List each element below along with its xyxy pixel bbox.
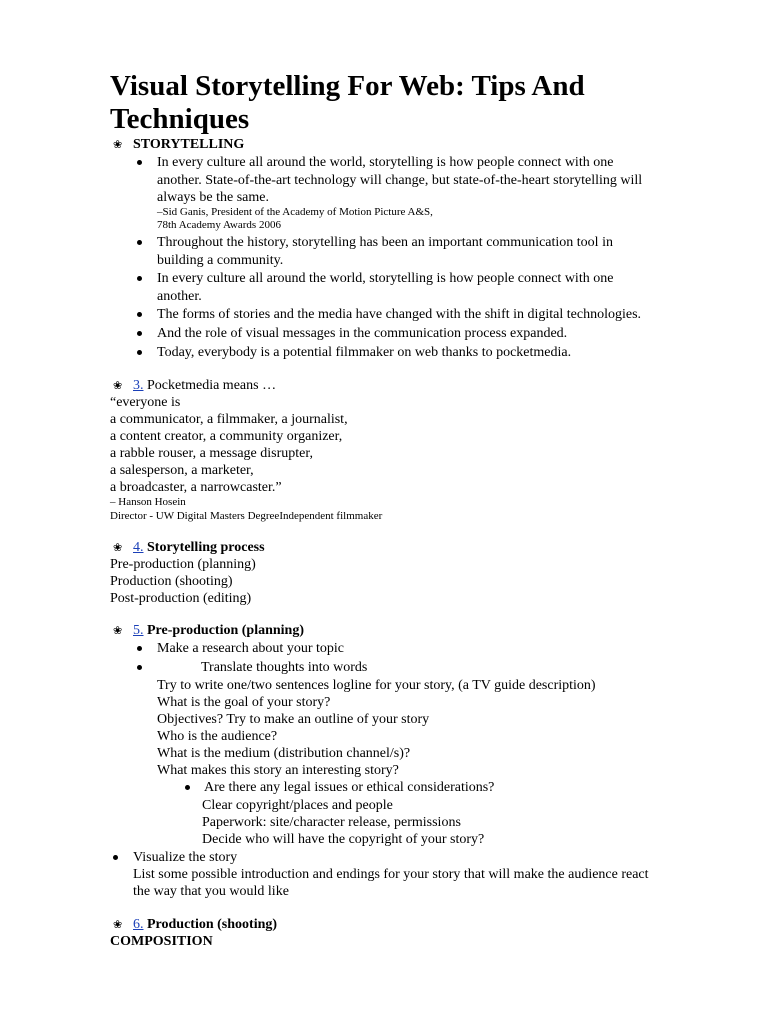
section-heading-preproduction xyxy=(133,622,304,639)
quote-line: always be the same. xyxy=(157,190,269,205)
sub-item: Try to write one/two sentences logline for your story, (a TV guide description) xyxy=(157,678,596,693)
bullet-dot-icon xyxy=(137,646,142,651)
sub-item: Paperwork: site/character release, permissions xyxy=(202,815,461,830)
list-item: Today, everybody is a potential filmmaker on web thanks to pocketmedia. xyxy=(157,345,572,360)
page-title: Visual Storytelling For Web: Tips And Techniques xyxy=(110,70,585,135)
section-heading-text: Pre-production (planning) xyxy=(147,623,305,638)
quote-line: a salesperson, a marketer, xyxy=(110,463,254,478)
bullet-dot-icon xyxy=(137,160,142,165)
flower-icon: ❀ xyxy=(113,541,123,554)
quote-line: In every culture all around the world, storytelling is how people connect with one xyxy=(157,155,614,170)
process-step: Production (shooting) xyxy=(110,574,233,589)
sub-item: What makes this story an interesting story? xyxy=(157,763,399,778)
quote-line: a rabble rouser, a message disrupter, xyxy=(110,446,313,461)
section-number-link[interactable]: 5. xyxy=(133,623,144,638)
list-item: Visualize the story xyxy=(133,850,238,865)
bullet-dot-icon xyxy=(137,665,142,670)
flower-icon: ❀ xyxy=(113,624,123,637)
quote-line: “everyone is xyxy=(110,395,181,410)
sub-item: Decide who will have the copyright of your story? xyxy=(202,832,485,847)
section-heading-storytelling: STORYTELLING xyxy=(133,137,245,152)
quote-line: a content creator, a community organizer, xyxy=(110,429,343,444)
section-heading-pocketmedia xyxy=(133,377,276,394)
list-item: In every culture all around the world, storytelling is how people connect with one xyxy=(157,271,614,286)
list-item: The forms of stories and the media have changed with the shift in digital technologies. xyxy=(157,307,642,322)
section-heading-process xyxy=(133,539,265,556)
quote-attribution-event: 78th Academy Awards 2006 xyxy=(157,219,281,231)
quote-line: a communicator, a filmmaker, a journalist, xyxy=(110,412,348,427)
list-item-continuation: building a community. xyxy=(157,253,284,268)
list-item: Translate thoughts into words xyxy=(201,660,368,675)
section-heading-text: Pocketmedia means … xyxy=(147,378,277,393)
list-item: Are there any legal issues or ethical considerations? xyxy=(204,780,495,795)
section-heading-text: Production (shooting) xyxy=(147,917,278,932)
section-number-link[interactable]: 4. xyxy=(133,540,144,555)
subheading-composition: COMPOSITION xyxy=(110,934,213,949)
section-heading-text: Storytelling process xyxy=(147,540,265,555)
quote-attribution: –Sid Ganis, President of the Academy of Motion Picture A&S, xyxy=(157,206,433,218)
sub-item: List some possible introduction and endings for your story that will make the audience react xyxy=(133,867,649,882)
list-item-continuation: another. xyxy=(157,289,202,304)
sub-item: the way that you would like xyxy=(133,884,289,899)
quote-line: a broadcaster, a narrowcaster.” xyxy=(110,480,282,495)
section-heading-production xyxy=(133,916,277,933)
bullet-dot-icon xyxy=(113,855,118,860)
quote-attribution: – Hanson Hosein xyxy=(110,496,186,508)
process-step: Post-production (editing) xyxy=(110,591,252,606)
flower-icon: ❀ xyxy=(113,379,123,392)
bullet-dot-icon xyxy=(137,276,142,281)
sub-item: Who is the audience? xyxy=(157,729,278,744)
bullet-dot-icon xyxy=(137,312,142,317)
list-item: And the role of visual messages in the communication process expanded. xyxy=(157,326,568,341)
bullet-dot-icon xyxy=(137,350,142,355)
bullet-dot-icon xyxy=(137,240,142,245)
list-item: Make a research about your topic xyxy=(157,641,344,656)
bullet-dot-icon xyxy=(137,331,142,336)
section-number-link[interactable]: 3. xyxy=(133,378,144,393)
flower-icon: ❀ xyxy=(113,918,123,931)
flower-icon: ❀ xyxy=(113,138,123,151)
sub-item: Objectives? Try to make an outline of your story xyxy=(157,712,430,727)
bullet-dot-icon xyxy=(185,785,190,790)
section-number-link[interactable]: 6. xyxy=(133,917,144,932)
sub-item: What is the goal of your story? xyxy=(157,695,331,710)
quote-line: another. State-of-the-art technology will change, but state-of-the-heart storytelling will xyxy=(157,173,643,188)
process-step: Pre-production (planning) xyxy=(110,557,256,572)
sub-item: What is the medium (distribution channel/s)? xyxy=(157,746,411,761)
quote-attribution-role: Director - UW Digital Masters DegreeIndependent filmmaker xyxy=(110,510,383,522)
list-item: Throughout the history, storytelling has been an important communication tool in xyxy=(157,235,613,250)
sub-item: Clear copyright/places and people xyxy=(202,798,393,813)
